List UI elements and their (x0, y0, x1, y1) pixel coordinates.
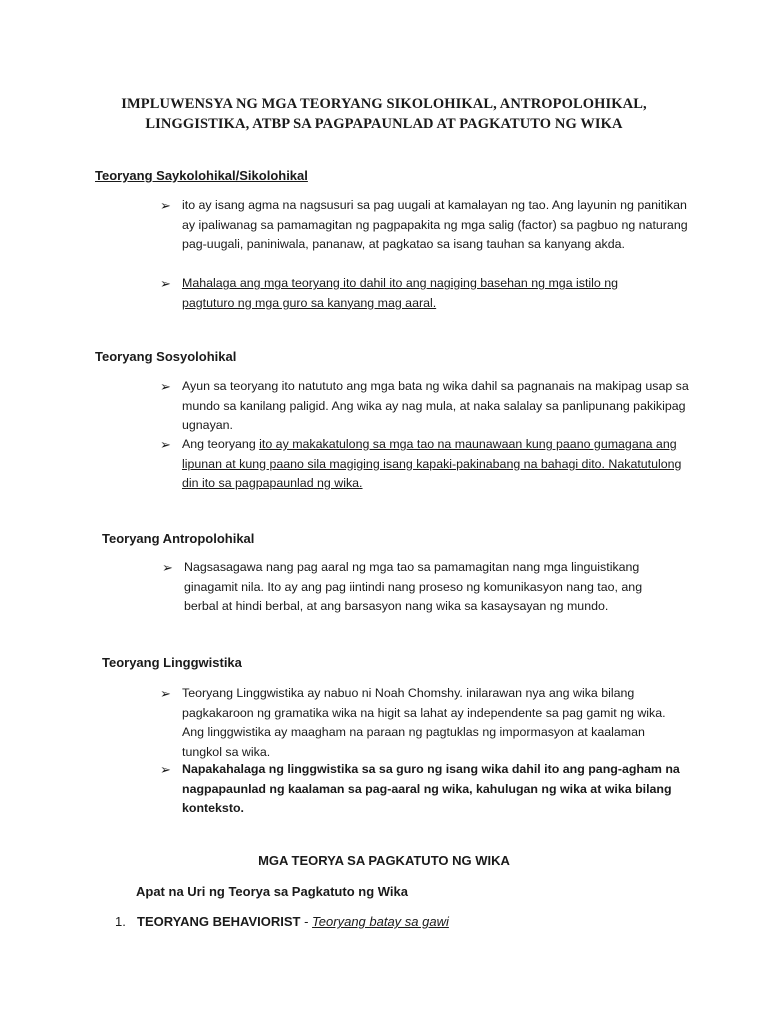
bullet-arrow-icon: ➢ (162, 560, 173, 575)
heading-linggwistika: Teoryang Linggwistika (102, 655, 242, 670)
list-item-label: TEORYANG BEHAVIORIST (137, 914, 301, 929)
list-item-dash: - (300, 914, 313, 929)
bullet-text: Mahalaga ang mga teoryang ito dahil ito ang nagiging basehan ng mga istilo ng pagtuturo ng mga guro sa kanyang mag aaral. (182, 276, 619, 310)
bullet-arrow-icon: ➢ (160, 437, 171, 452)
bullet-sosyolohikal-1 (160, 377, 690, 436)
document-title (60, 94, 708, 134)
bullet-text: Napakahalaga ng linggwistika sa sa guro ng isang wika dahil ito ang pang-agham na nagpapaunlad ng kaalaman sa pag-aaral ng wika, kahulugan ng wika at wika bilang konteksto. (182, 762, 680, 815)
bullet-text: Nagsasagawa nang pag aaral ng mga tao sa pamamagitan nang mga linguistikang ginagamit nila. Ito ay ang pag iintindi nang proseso ng komunikasyon nang tao, ang berbal at hindi berbal, at ang barsasyon nang wika sa kasaysayan ng mundo. (184, 560, 643, 613)
teorya-subheading: Apat na Uri ng Teorya sa Pagkatuto ng Wika (136, 884, 408, 899)
heading-saykolohikal: Teoryang Saykolohikal/Sikolohikal (95, 168, 308, 183)
title-line-1: IMPLUWENSYA NG MGA TEORYANG SIKOLOHIKAL, ANTROPOLOHIKAL, (121, 96, 647, 112)
bullet-saykolohikal-1 (160, 196, 690, 255)
bullet-antropolohikal-1 (162, 558, 662, 617)
bullet-text-prefix: Ang teoryang (182, 437, 260, 451)
bullet-text-underlined: ito ay makakatulong sa mga tao na maunawaan kung paano gumagana ang lipunan at kung paano sila magiging isang kapaki-pakinabang na bahagi dito. Nakatutulong din ito sa pagpapaunlad ng wika. (182, 437, 682, 490)
bullet-linggwistika-2 (160, 760, 680, 819)
bullet-text: Teoryang Linggwistika ay nabuo ni Noah Chomshy. inilarawan nya ang wika bilang pagkakaroon ng gramatika wika na higit sa lahat ay independente sa pag gamit ng wika. Ang linggwistika ay maagham na paraan ng pagtuklas ng impormasyon at kaalaman tungkol sa wika. (182, 686, 666, 759)
title-line-2: LINGGISTIKA, ATBP SA PAGPAPAUNLAD AT PAGKATUTO NG WIKA (145, 116, 623, 132)
list-item-behaviorist (115, 913, 449, 931)
teorya-heading: MGA TEORYA SA PAGKATUTO NG WIKA (258, 853, 510, 868)
bullet-linggwistika-1 (160, 684, 680, 762)
bullet-text: Ayun sa teoryang ito natututo ang mga bata ng wika dahil sa pagnanais na makipag usap sa mundo sa kanilang paligid. Ang wika ay nag mula, at naka salalay sa panlipunang pakikipag ugnayan. (182, 379, 689, 432)
bullet-text (182, 435, 690, 494)
heading-sosyolohikal: Teoryang Sosyolohikal (95, 349, 237, 364)
bullet-text: ito ay isang agma na nagsusuri sa pag uugali at kamalayan ng tao. Ang layunin ng panitikan ay ipaliwanag sa pamamagitan ng pagpapakita ng mga salig (factor) sa pagbuo ng naturang pag-uugali, paniniwala, pananaw, at pagkatao sa isang tauhan sa kanyang akda. (182, 198, 688, 251)
bullet-arrow-icon: ➢ (160, 762, 171, 777)
bullet-arrow-icon: ➢ (160, 198, 171, 213)
heading-antropolohikal: Teoryang Antropolohikal (102, 531, 255, 546)
list-number: 1. (115, 914, 126, 929)
list-item-description: Teoryang batay sa gawi (312, 914, 449, 929)
bullet-arrow-icon: ➢ (160, 686, 171, 701)
bullet-arrow-icon: ➢ (160, 276, 171, 291)
bullet-sosyolohikal-2 (160, 435, 690, 494)
bullet-saykolohikal-2 (160, 274, 665, 313)
bullet-arrow-icon: ➢ (160, 379, 171, 394)
